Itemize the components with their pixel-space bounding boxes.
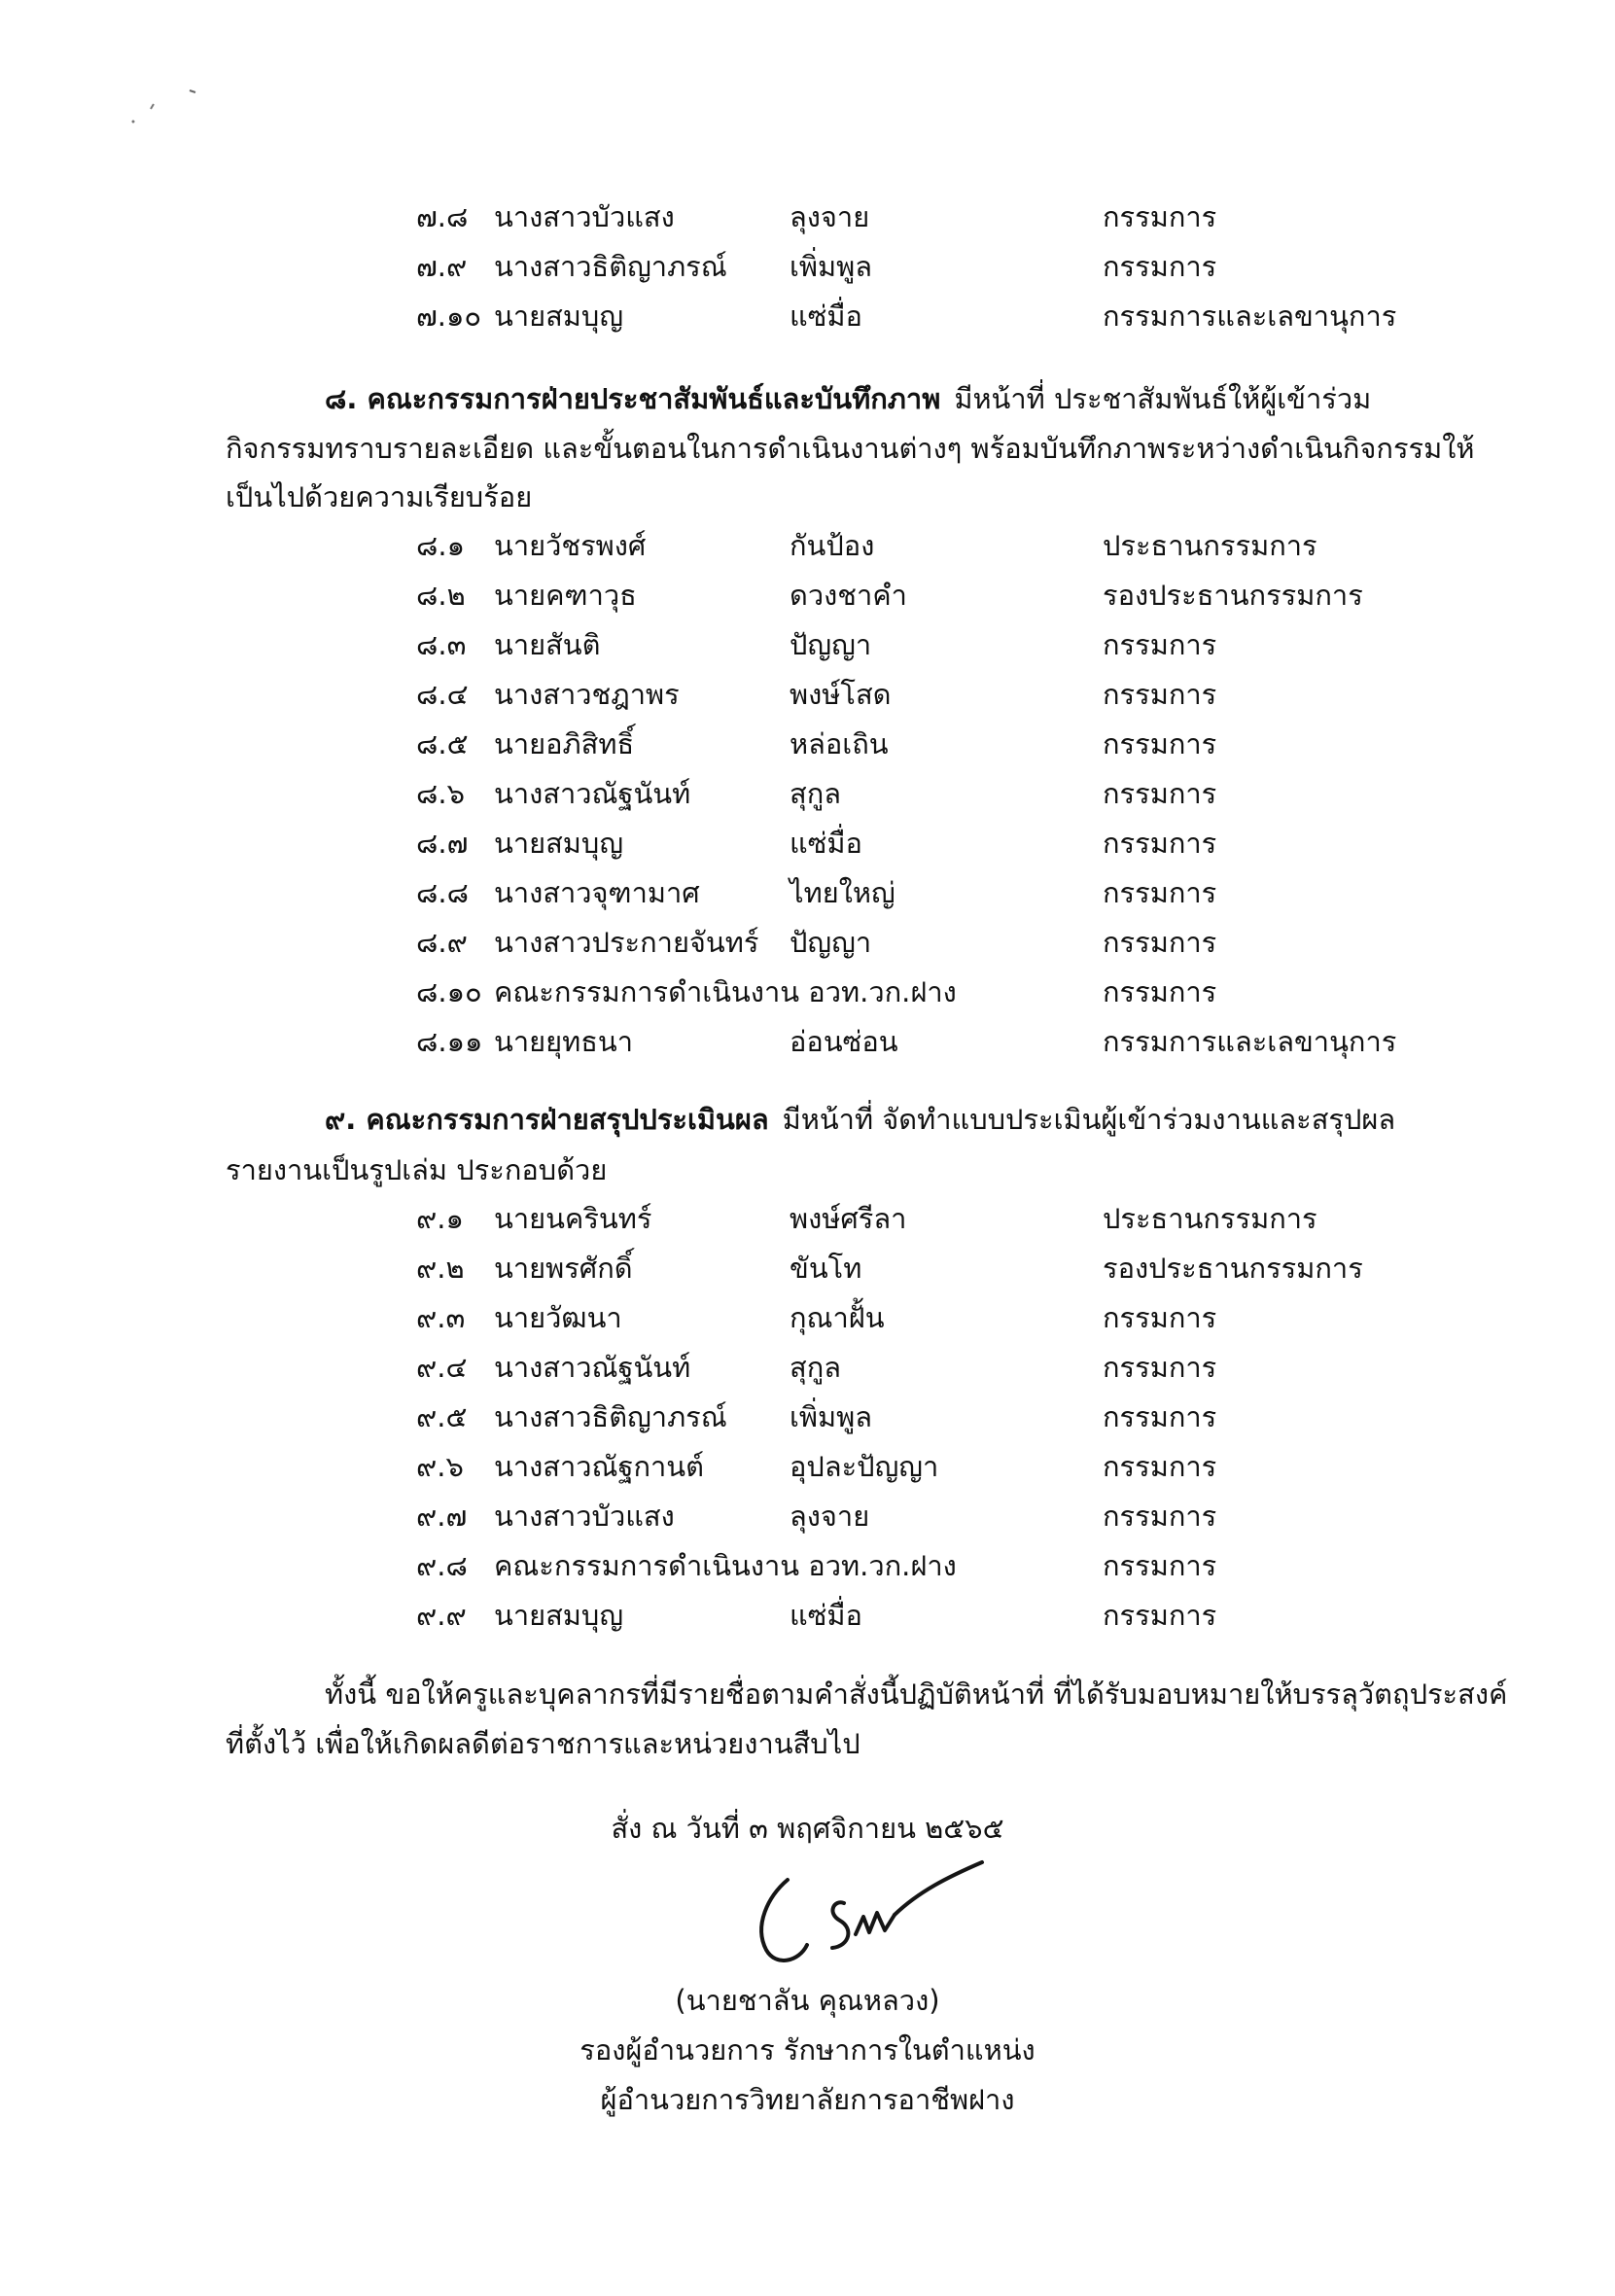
member-role: กรรมการ [1103,1301,1217,1334]
section9-heading: ๙. คณะกรรมการฝ่ายสรุปประเมินผล [325,1103,769,1136]
member-role: ประธานกรรมการ [1103,529,1317,562]
member-name: นายอภิสิทธิ์ [494,727,635,760]
item-number: ๘.๑๐ [416,975,482,1008]
item-number: ๗.๑๐ [416,300,482,333]
member-name: คณะกรรมการดำเนินงาน อวท.วก.ฝาง [494,1549,957,1582]
member-role: กรรมการ [1103,926,1217,959]
member-role: กรรมการ [1103,1450,1217,1483]
member-surname: เพิ่มพูล [790,1400,873,1433]
member-role: กรรมการและเลขานุการ [1103,1025,1397,1058]
member-surname: สุกูล [790,1351,842,1384]
member-role: กรรมการและเลขานุการ [1103,300,1397,333]
item-number: ๙.๓ [416,1301,466,1334]
item-number: ๘.๑ [416,529,465,562]
item-number: ๗.๘ [416,200,469,233]
handwritten-signature [749,1853,992,1979]
member-role: กรรมการ [1103,975,1217,1008]
member-name: นางสาวบัวแสง [494,1500,675,1533]
member-name: นายนครินทร์ [494,1202,652,1235]
section9-paragraph-line2: รายงานเป็นรูปเล่ม ประกอบด้วย [226,1153,608,1186]
member-role: กรรมการ [1103,678,1217,711]
member-name: นางสาวธิติญาภรณ์ [494,250,727,283]
member-name: นายสันติ [494,628,601,661]
member-role: รองประธานกรรมการ [1103,579,1363,612]
member-surname: ปัญญา [790,628,872,661]
member-surname: หล่อเถิน [790,727,889,760]
item-number: ๘.๓ [416,628,467,661]
member-name: นางสาวณัฐนันท์ [494,777,691,810]
member-name: นายสมบุญ [494,300,624,333]
member-name: นายพรศักดิ์ [494,1252,633,1285]
member-role: กรรมการ [1103,727,1217,760]
member-name: นายสมบุญ [494,827,624,860]
member-name: คณะกรรมการดำเนินงาน อวท.วก.ฝาง [494,975,957,1008]
signer-position: รองผู้อำนวยการ รักษาการในตำแหน่ง [579,2033,1036,2066]
scan-specks [122,83,199,131]
member-name: นางสาวณัฐกานต์ [494,1450,704,1483]
signer-name: (นายชาลัน คุณหลวง) [675,1984,940,2017]
section8-paragraph-line3: เป็นไปด้วยความเรียบร้อย [226,480,533,513]
member-surname: เพิ่มพูล [790,250,873,283]
item-number: ๙.๒ [416,1252,465,1285]
member-name: นางสาวณัฐนันท์ [494,1351,691,1384]
member-name: นางสาวชฎาพร [494,678,680,711]
signer-position-2: ผู้อำนวยการวิทยาลัยการอาชีพฝาง [600,2083,1015,2116]
member-name: นางสาวประกายจันทร์ [494,926,759,959]
member-role: กรรมการ [1103,777,1217,810]
member-role: กรรมการ [1103,250,1217,283]
member-role: กรรมการ [1103,1351,1217,1384]
member-name: นายวัฒนา [494,1301,622,1334]
member-surname: กันป้อง [790,529,875,562]
member-surname: อ่อนซ่อน [790,1025,898,1058]
member-surname: แซ่มื่อ [790,1599,862,1632]
section9-duty-start: มีหน้าที่ จัดทำแบบประเมินผู้เข้าร่วมงานและสรุปผล [782,1103,1396,1136]
item-number: ๙.๗ [416,1500,468,1533]
item-number: ๙.๕ [416,1400,468,1433]
item-number: ๘.๙ [416,926,468,959]
member-role: กรรมการ [1103,1400,1217,1433]
member-surname: ดวงชาคำ [790,579,907,612]
member-surname: ลุงจาย [790,200,870,233]
section8-heading: ๘. คณะกรรมการฝ่ายประชาสัมพันธ์และบันทึกภาพ [325,382,941,415]
item-number: ๘.๕ [416,727,469,760]
member-role: กรรมการ [1103,1599,1217,1632]
member-surname: สุกูล [790,777,842,810]
section9-paragraph-line1 [325,1095,1395,1144]
item-number: ๘.๖ [416,777,465,810]
member-surname: พงษ์ศรีลา [790,1202,907,1235]
section8-paragraph-line2: กิจกรรมทราบรายละเอียด และขั้นตอนในการดำเนินงานต่างๆ พร้อมบันทึกภาพระหว่างดำเนินกิจกรรมให้ [226,432,1475,465]
closing-line1: ทั้งนี้ ขอให้ครูและบุคลากรที่มีรายชื่อตามคำสั่งนี้ปฏิบัติหน้าที่ ที่ได้รับมอบหมายให้บรรลุวัตถุประสงค์ [325,1678,1508,1711]
item-number: ๘.๘ [416,876,469,909]
member-role: กรรมการ [1103,1549,1217,1582]
member-surname: ลุงจาย [790,1500,870,1533]
section8-paragraph-line1 [325,374,1371,423]
item-number: ๗.๙ [416,250,468,283]
member-role: กรรมการ [1103,628,1217,661]
member-name: นายวัชรพงศ์ [494,529,647,562]
member-role: รองประธานกรรมการ [1103,1252,1363,1285]
member-name: นายสมบุญ [494,1599,624,1632]
order-date: สั่ง ณ วันที่ ๓ พฤศจิกายน ๒๕๖๕ [611,1812,1004,1845]
member-role: กรรมการ [1103,1500,1217,1533]
member-name: นางสาวจุฑามาศ [494,876,700,909]
closing-line2: ที่ตั้งไว้ เพื่อให้เกิดผลดีต่อราชการและหน่วยงานสืบไป [226,1727,860,1760]
item-number: ๙.๖ [416,1450,464,1483]
member-surname: แซ่มื่อ [790,300,862,333]
item-number: ๙.๙ [416,1599,467,1632]
member-role: กรรมการ [1103,200,1217,233]
member-surname: ปัญญา [790,926,872,959]
item-number: ๙.๑ [416,1202,464,1235]
item-number: ๙.๘ [416,1549,468,1582]
member-name: นายยุทธนา [494,1025,634,1058]
item-number: ๘.๑๑ [416,1025,483,1058]
section8-duty-start: มีหน้าที่ ประชาสัมพันธ์ให้ผู้เข้าร่วม [954,382,1372,415]
member-name: นายคฑาวุธ [494,579,637,612]
member-surname: ขันโท [790,1252,862,1285]
member-surname: แซ่มื่อ [790,827,862,860]
member-surname: กุณาฝั้น [790,1301,885,1334]
item-number: ๘.๔ [416,678,469,711]
member-surname: อุปละปัญญา [790,1450,939,1483]
item-number: ๙.๔ [416,1351,468,1384]
item-number: ๘.๒ [416,579,466,612]
item-number: ๘.๗ [416,827,469,860]
member-role: กรรมการ [1103,827,1217,860]
member-name: นางสาวบัวแสง [494,200,675,233]
member-surname: พงษ์โสด [790,678,892,711]
member-role: กรรมการ [1103,876,1217,909]
member-name: นางสาวธิติญาภรณ์ [494,1400,727,1433]
member-role: ประธานกรรมการ [1103,1202,1317,1235]
member-surname: ไทยใหญ่ [790,876,895,909]
